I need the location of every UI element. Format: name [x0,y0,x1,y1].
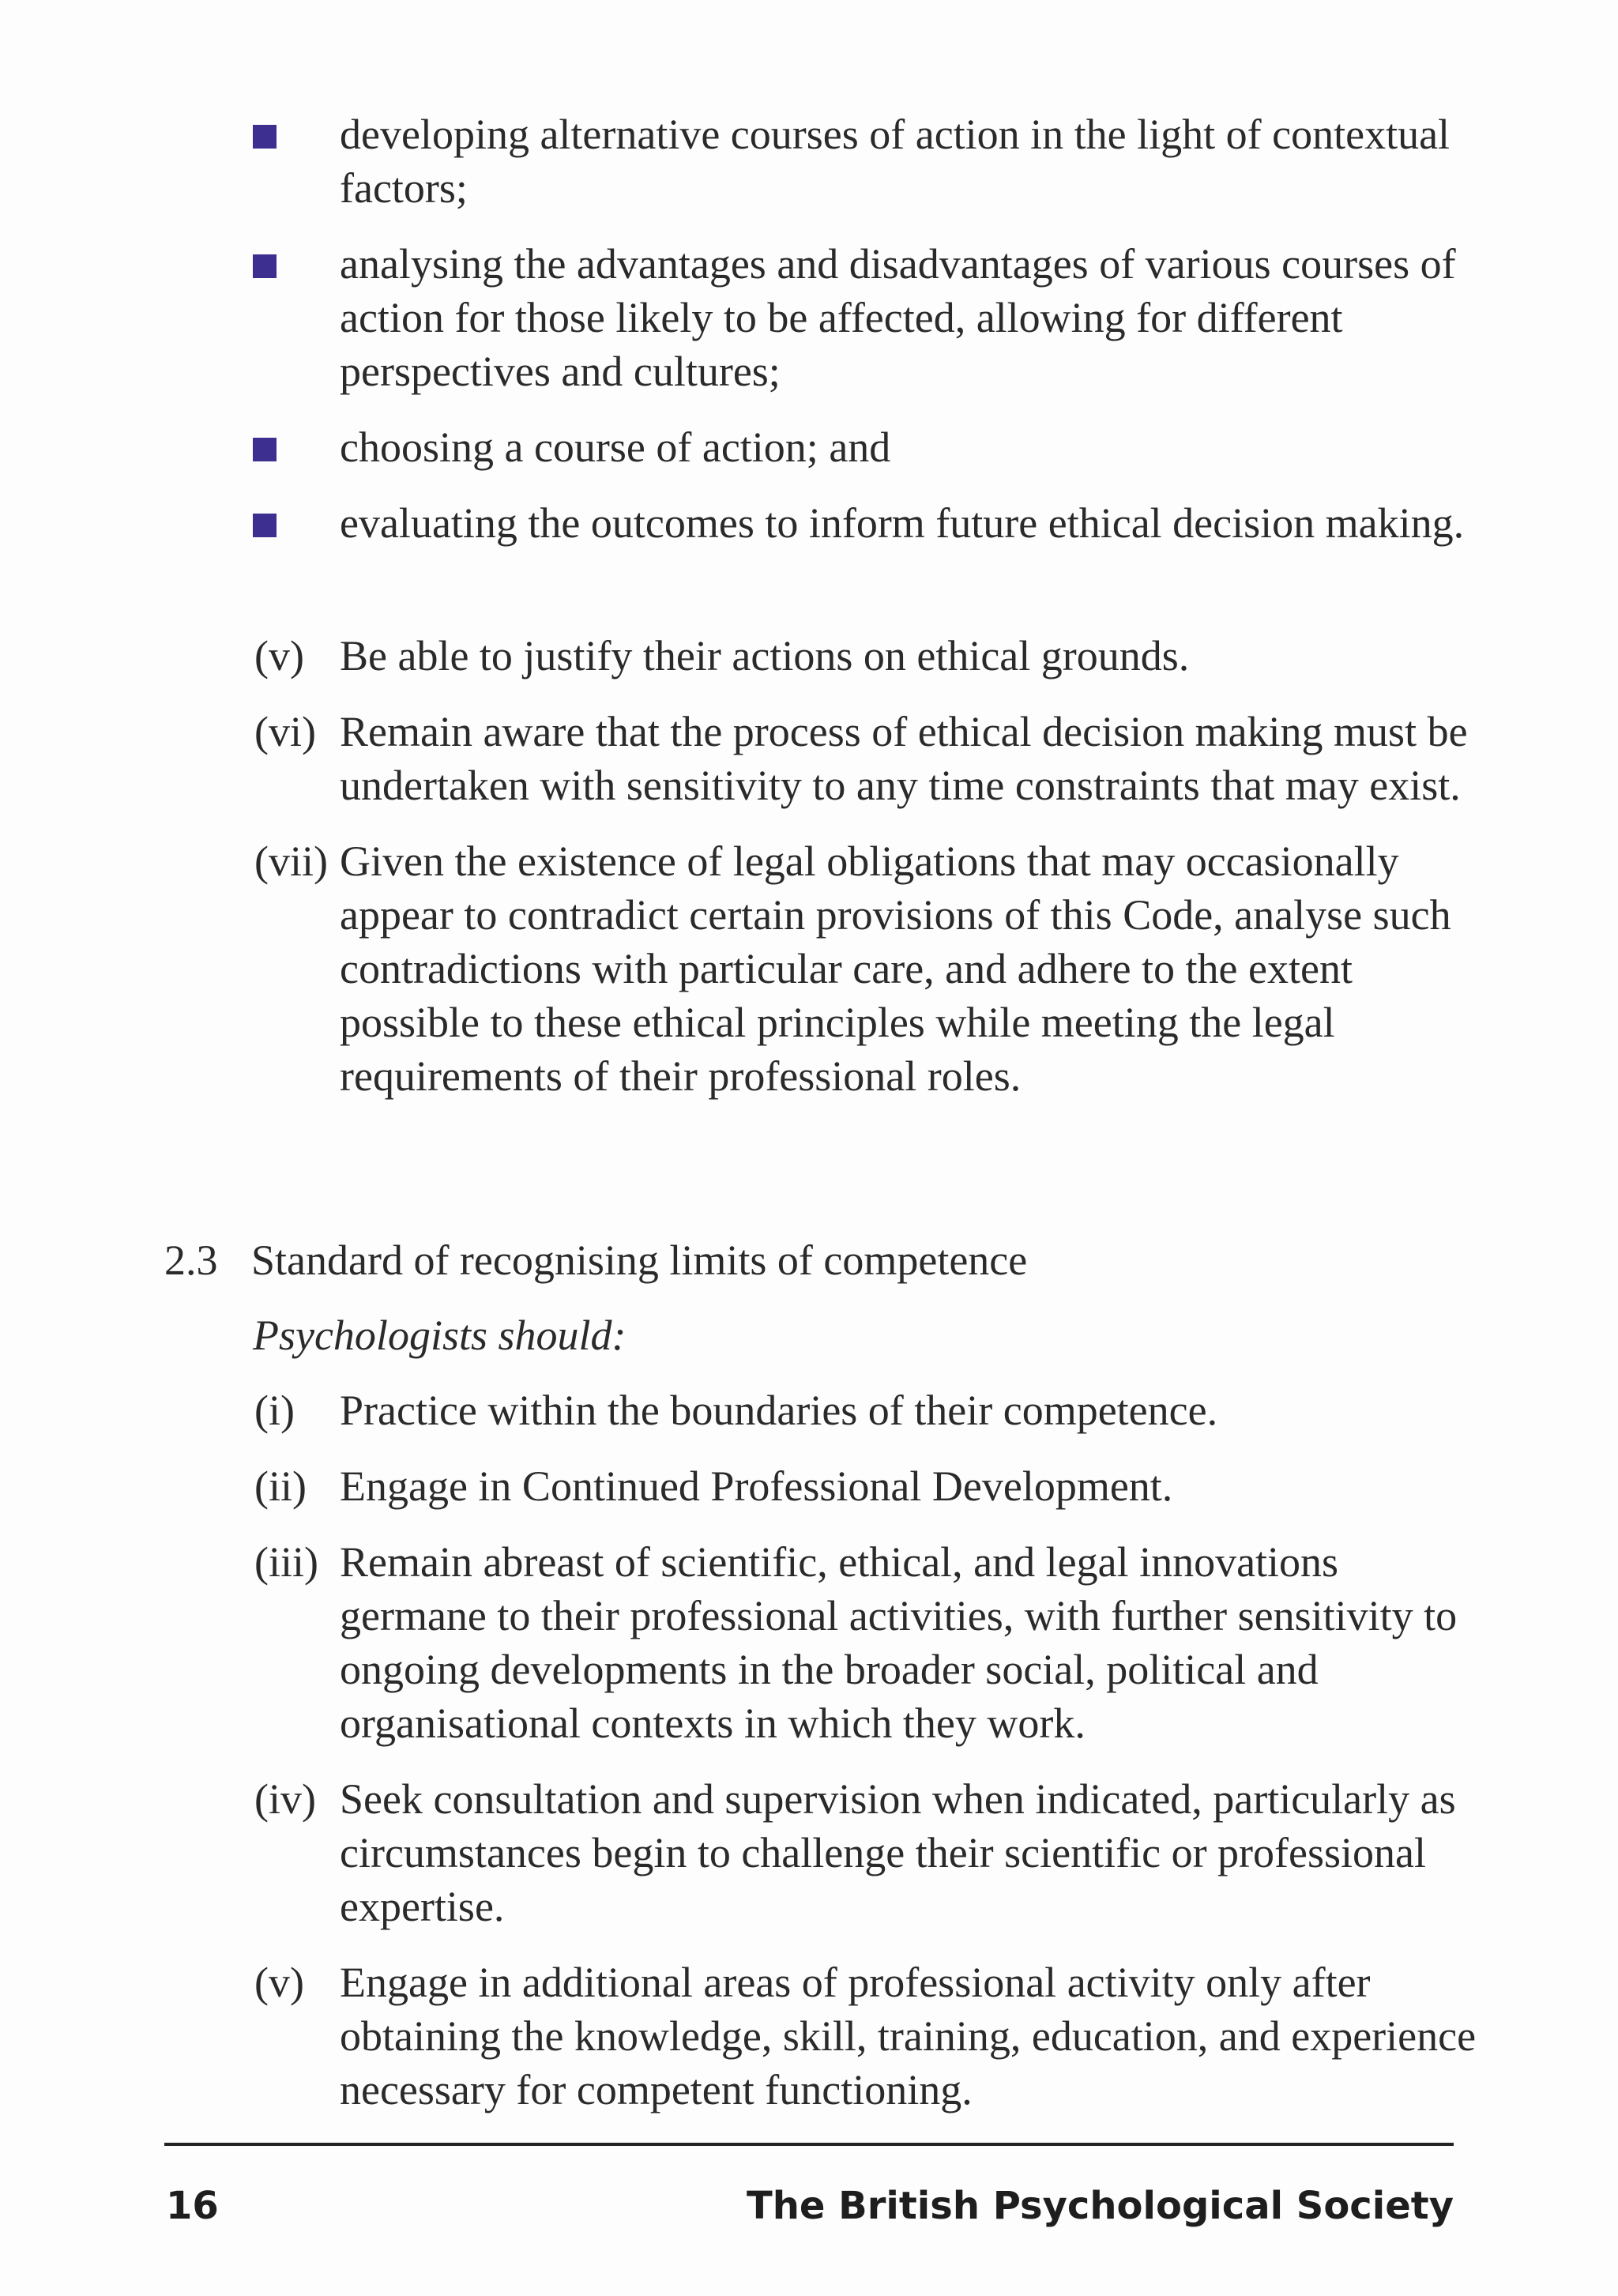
item-text: Seek consultation and supervision when indicated, particularly as circumstances begin to challenge their scientific or professional expertise. [340,1775,1456,1930]
section-heading [164,1233,1507,1287]
item-number: (v) [254,632,304,679]
list-item [251,1772,1484,1933]
lead-in: Psychologists should: [253,1312,627,1359]
bullet-item [251,496,1484,550]
page-number: 16 [166,2184,219,2228]
item-number: (iii) [254,1538,318,1586]
numbered-list-continued [251,629,1484,1125]
footer-divider [164,2143,1454,2146]
item-text: Be able to justify their actions on ethical grounds. [340,632,1190,679]
bullet-text: analysing the advantages and disadvantages of various courses of action for those likely to be affected, allowing for different perspectives and cultures; [340,240,1456,395]
item-text: Remain aware that the process of ethical decision making must be undertaken with sensitivity to any time constraints that may exist. [340,708,1468,809]
item-text: Remain abreast of scientific, ethical, and legal innovations germane to their professional activities, with further sensitivity to ongoing developments in the broader social, political and organisational contexts in which they work. [340,1538,1458,1747]
item-text: Practice within the boundaries of their competence. [340,1387,1218,1434]
item-text: Engage in Continued Professional Development. [340,1462,1173,1510]
item-number: (vii) [254,837,328,885]
item-text: Engage in additional areas of professional activity only after obtaining the knowledge, skill, training, education, and experience necessary for competent functioning. [340,1959,1477,2113]
item-number: (vi) [254,708,316,755]
square-bullet-icon [253,438,277,461]
list-item [251,834,1484,1103]
list-item [251,1955,1484,2117]
list-item [251,1383,1484,1437]
bullet-text: evaluating the outcomes to inform future ethical decision making. [340,499,1465,547]
item-number: (ii) [254,1462,307,1510]
publisher-name: The British Psychological Society [746,2184,1454,2228]
bullet-item [251,237,1484,398]
bullet-item [251,107,1484,215]
item-text: Given the existence of legal obligations that may occasionally appear to contradict certain provisions of this Code, analyse such contradictions with particular care, and adhere to the extent possible to these ethical principles while meeting the legal requirements of their professional roles. [340,837,1451,1100]
section-number: 2.3 [164,1236,218,1284]
list-item [251,705,1484,812]
list-item [251,629,1484,683]
bullet-text: choosing a course of action; and [340,423,891,471]
square-bullet-icon [253,125,277,149]
section-title: Standard of recognising limits of competence [251,1236,1028,1284]
item-number: (i) [254,1387,295,1434]
bullet-text: developing alternative courses of action in the light of contextual factors; [340,111,1451,212]
item-number: (iv) [254,1775,316,1823]
bullet-item [251,420,1484,474]
list-item [251,1535,1484,1750]
bullet-list [251,107,1484,572]
item-number: (v) [254,1959,304,2006]
square-bullet-icon [253,514,277,537]
numbered-list-competence [251,1383,1484,2139]
square-bullet-icon [253,254,277,278]
list-item [251,1459,1484,1513]
